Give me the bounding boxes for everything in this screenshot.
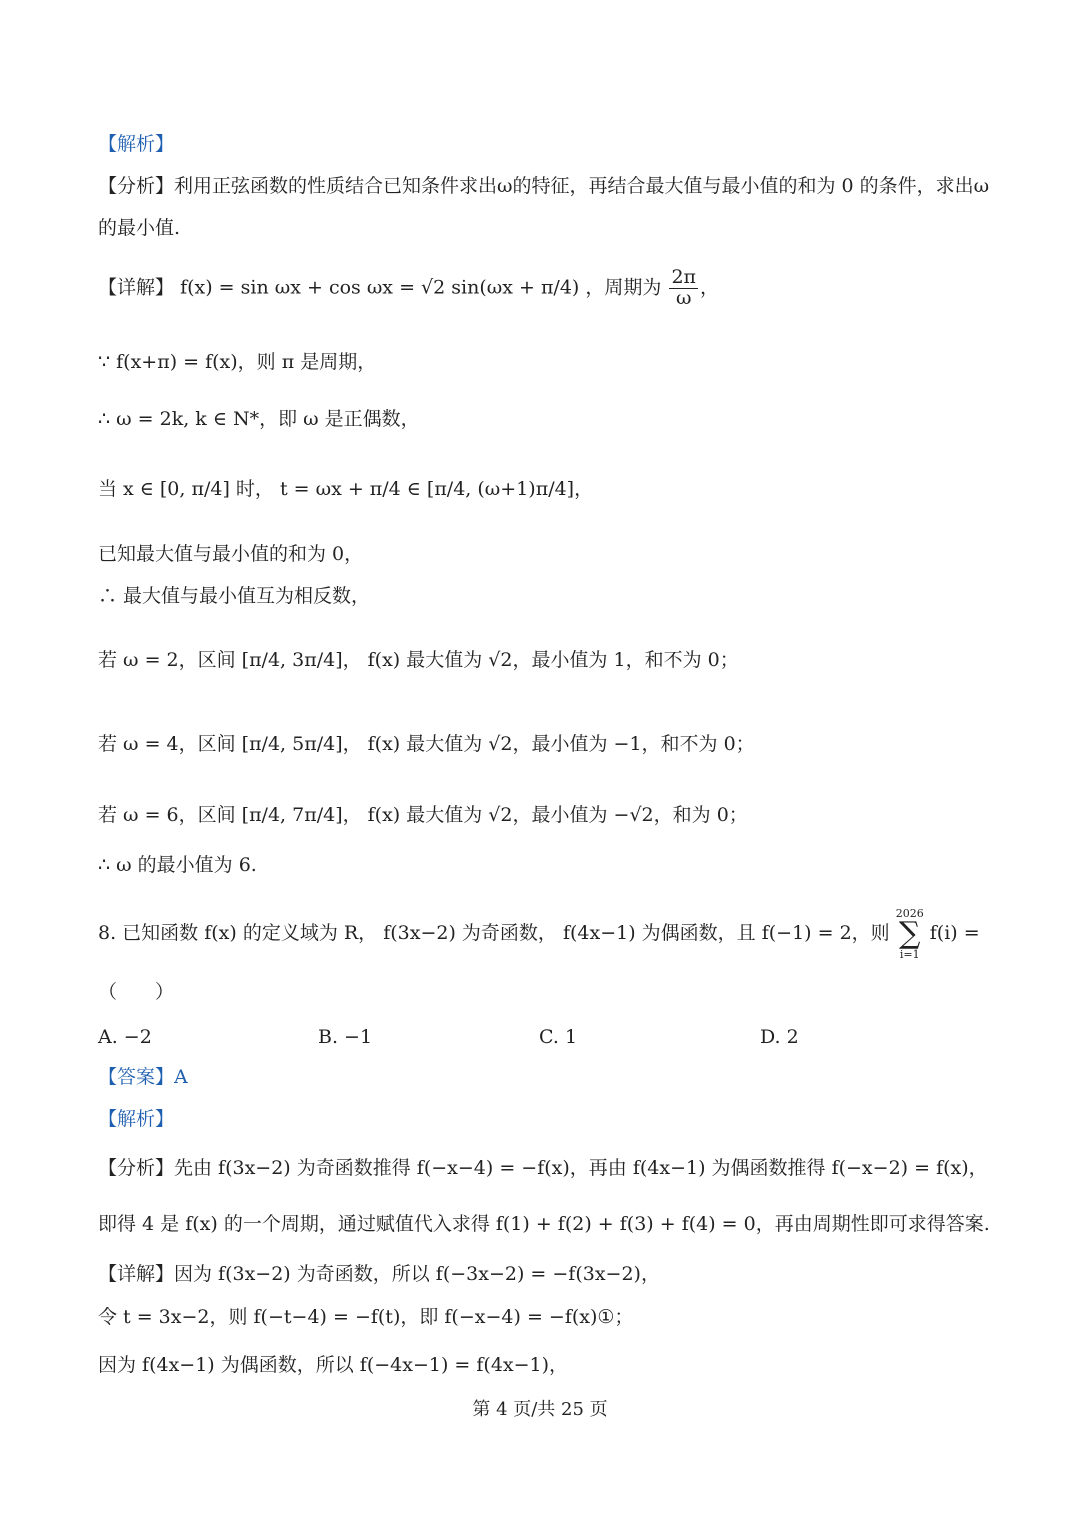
case-omega-6: 若 ω = 6，区间 [π/4, 7π/4]， f(x) 最大值为 √2，最小值为 −√2，和为 0； [98,804,748,826]
detail-expr: f(x) = sin ωx + cos ωx = √2 sin(ωx + π/4) [180,276,580,299]
min-omega-line: ∴ ω 的最小值为 6. [98,854,257,876]
period-denominator: ω [675,286,692,309]
q8-analysis-line-2: 即得 4 是 f(x) 的一个周期，通过赋值代入求得 f(1) + f(2) + f(3) + f(4) = 0，再由周期性即可求得答案. [98,1213,990,1235]
option-d: D. 2 [760,1026,799,1048]
analysis-line-2: 的最小值. [98,217,181,239]
period-numerator: 2π [671,266,697,288]
q8-analysis-line-1: 【分析】先由 f(3x−2) 为奇函数推得 f(−x−4) = −f(x)，再由 f(4x−1) 为偶函数推得 f(−x−2) = f(x)， [98,1157,988,1179]
option-b: B. −1 [318,1026,373,1048]
opposite-line: ∴ 最大值与最小值互为相反数， [98,585,371,607]
case-omega-2: 若 ω = 2，区间 [π/4, 3π/4]， f(x) 最大值为 √2，最小值为 1，和不为 0； [98,649,739,671]
q8-detail-line-2: 令 t = 3x−2，则 f(−t−4) = −f(t)，即 f(−x−4) = −f(x)①； [98,1306,634,1328]
period-text: ，周期为 [585,276,662,299]
detail-label: 【详解】 [98,276,175,299]
question-8-text: 8. 已知函数 f(x) 的定义域为 R， f(3x−2) 为奇函数， f(4x−1) 为偶函数，且 f(−1) = 2，则 [98,922,890,944]
sum-body: f(i) = [929,922,980,944]
sum-upper-limit: 2026 [895,907,924,920]
option-c: C. 1 [539,1026,578,1048]
option-a: A. −2 [98,1026,152,1048]
case-omega-4: 若 ω = 4，区间 [π/4, 5π/4]， f(x) 最大值为 √2，最小值为 −1，和不为 0； [98,733,755,755]
jiexi-label-2: 【解析】 [98,1108,175,1130]
summation [896,908,924,960]
therefore-omega-line: ∴ ω = 2k, k ∈ N*，即 ω 是正偶数， [98,408,420,430]
q8-detail-line-1: 【详解】因为 f(3x−2) 为奇函数，所以 f(−3x−2) = −f(3x−2)， [98,1263,660,1285]
sigma-icon: ∑ [898,916,921,951]
page-footer: 第 4 页/共 25 页 [472,1399,608,1420]
period-fraction [669,268,698,309]
when-line: 当 x ∈ [0, π/4] 时， t = ωx + π/4 ∈ [π/4, (ω+1)π/4]， [98,478,594,500]
because-line: ∵ f(x+π) = f(x)，则 π 是周期， [98,351,377,373]
answer-blank: （ ） [98,981,175,1003]
analysis-line-1: 【分析】利用正弦函数的性质结合已知条件求出ω的特征，再结合最大值与最小值的和为 0 的条件，求出ω [98,175,990,197]
jiexi-label-1: 【解析】 [98,133,175,155]
answer-line [98,1068,188,1087]
q8-detail-line-3: 因为 f(4x−1) 为偶函数，所以 f(−4x−1) = f(4x−1)， [98,1354,569,1376]
detail-line-1: 【详解】 f(x) = sin ωx + cos ωx = √2 sin(ωx + π/4) ，周期为 $\frac{2\pi}{\omega}$ ， [98,266,720,309]
question-8 [98,908,980,960]
known-line: 已知最大值与最小值的和为 0， [98,543,364,565]
sum-lower-limit: i=1 [899,948,920,961]
answer-text: 【答案】A [98,1066,188,1088]
